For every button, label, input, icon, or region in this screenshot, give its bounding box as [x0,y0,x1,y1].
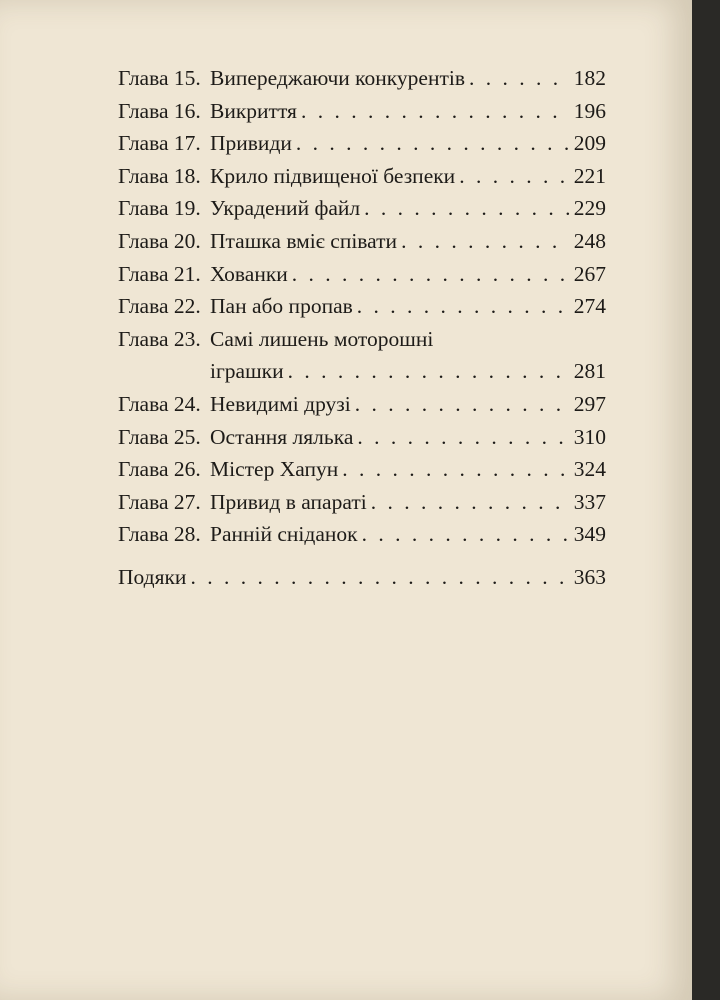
chapter-title: Невидимі друзі [210,391,351,416]
toc-entry [118,290,606,323]
toc-entry [118,453,606,486]
chapter-title: Самі лишень моторошні [210,326,434,351]
chapter-title: Хованки [210,261,288,286]
dot-leader [364,192,570,225]
chapter-number: Глава 15. [118,66,201,90]
toc-acknowledgements [118,561,606,594]
page-number: 229 [573,196,606,221]
page-number: 349 [573,522,606,547]
toc-entry [118,323,606,356]
chapter-title: Пан або пропав [210,294,353,319]
chapter-title: Пташка вміє співати [210,228,398,253]
chapter-number: Глава 20. [118,228,201,253]
dot-leader [401,225,570,258]
chapter-number: Глава 26. [118,457,201,482]
chapter-number: Глава 25. [118,424,201,449]
chapter-title: Крило підвищеної безпеки [210,163,456,188]
page-number: 182 [573,66,606,90]
chapter-number: Глава 16. [118,98,201,123]
toc-entry [118,192,606,225]
acknowledgements-title: Подяки [118,564,187,589]
toc-entry [118,518,606,551]
table-of-contents [118,62,606,594]
chapter-title: Містер Хапун [210,457,339,482]
dot-leader [296,127,570,160]
toc-entry [118,225,606,258]
dot-leader [288,355,570,388]
chapter-number: Глава 27. [118,489,201,514]
chapter-title: Привиди [210,131,292,156]
dot-leader [292,258,570,291]
chapter-number: Глава 17. [118,131,201,156]
dot-leader [357,421,569,454]
chapter-number: Глава 19. [118,196,201,221]
toc-entry [118,258,606,291]
toc-entry [118,127,606,160]
toc-entry [118,95,606,128]
page-number: 310 [573,424,606,449]
dot-leader [190,561,569,594]
dot-leader [342,453,570,486]
dot-leader [362,518,570,551]
chapter-title-continuation: іграшки [210,359,284,384]
page-number: 337 [573,489,606,514]
page-number: 274 [573,294,606,319]
page-number: 297 [573,391,606,416]
page-number: 221 [573,163,606,188]
chapter-number: Глава 24. [118,391,201,416]
page-number: 324 [573,457,606,482]
page-number: 248 [573,228,606,253]
chapter-title: Украдений файл [210,196,361,221]
chapter-number: Глава 21. [118,261,201,286]
page-number: 363 [573,564,606,589]
dot-leader [459,160,570,193]
toc-entry [118,388,606,421]
chapter-number: Глава 23. [118,326,201,351]
toc-entry [118,62,606,95]
page-number: 267 [573,261,606,286]
page-number: 281 [573,359,606,384]
dot-leader [355,388,570,421]
chapter-number: Глава 22. [118,294,201,319]
chapter-title: Ранній сніданок [210,522,358,547]
chapter-title: Викриття [210,98,297,123]
dot-leader [469,62,570,95]
dot-leader [301,95,570,128]
page-number: 196 [573,98,606,123]
chapter-title: Остання лялька [210,424,354,449]
dot-leader [371,486,570,519]
toc-entry [118,486,606,519]
chapter-number: Глава 28. [118,522,201,547]
page-number: 209 [573,131,606,156]
dot-leader [357,290,570,323]
toc-entry [118,421,606,454]
toc-entry-continuation [118,355,606,388]
toc-entry [118,160,606,193]
chapter-number: Глава 18. [118,163,201,188]
chapter-title: Привид в апараті [210,489,367,514]
chapter-title: Випереджаючи конкурентів [210,66,465,90]
